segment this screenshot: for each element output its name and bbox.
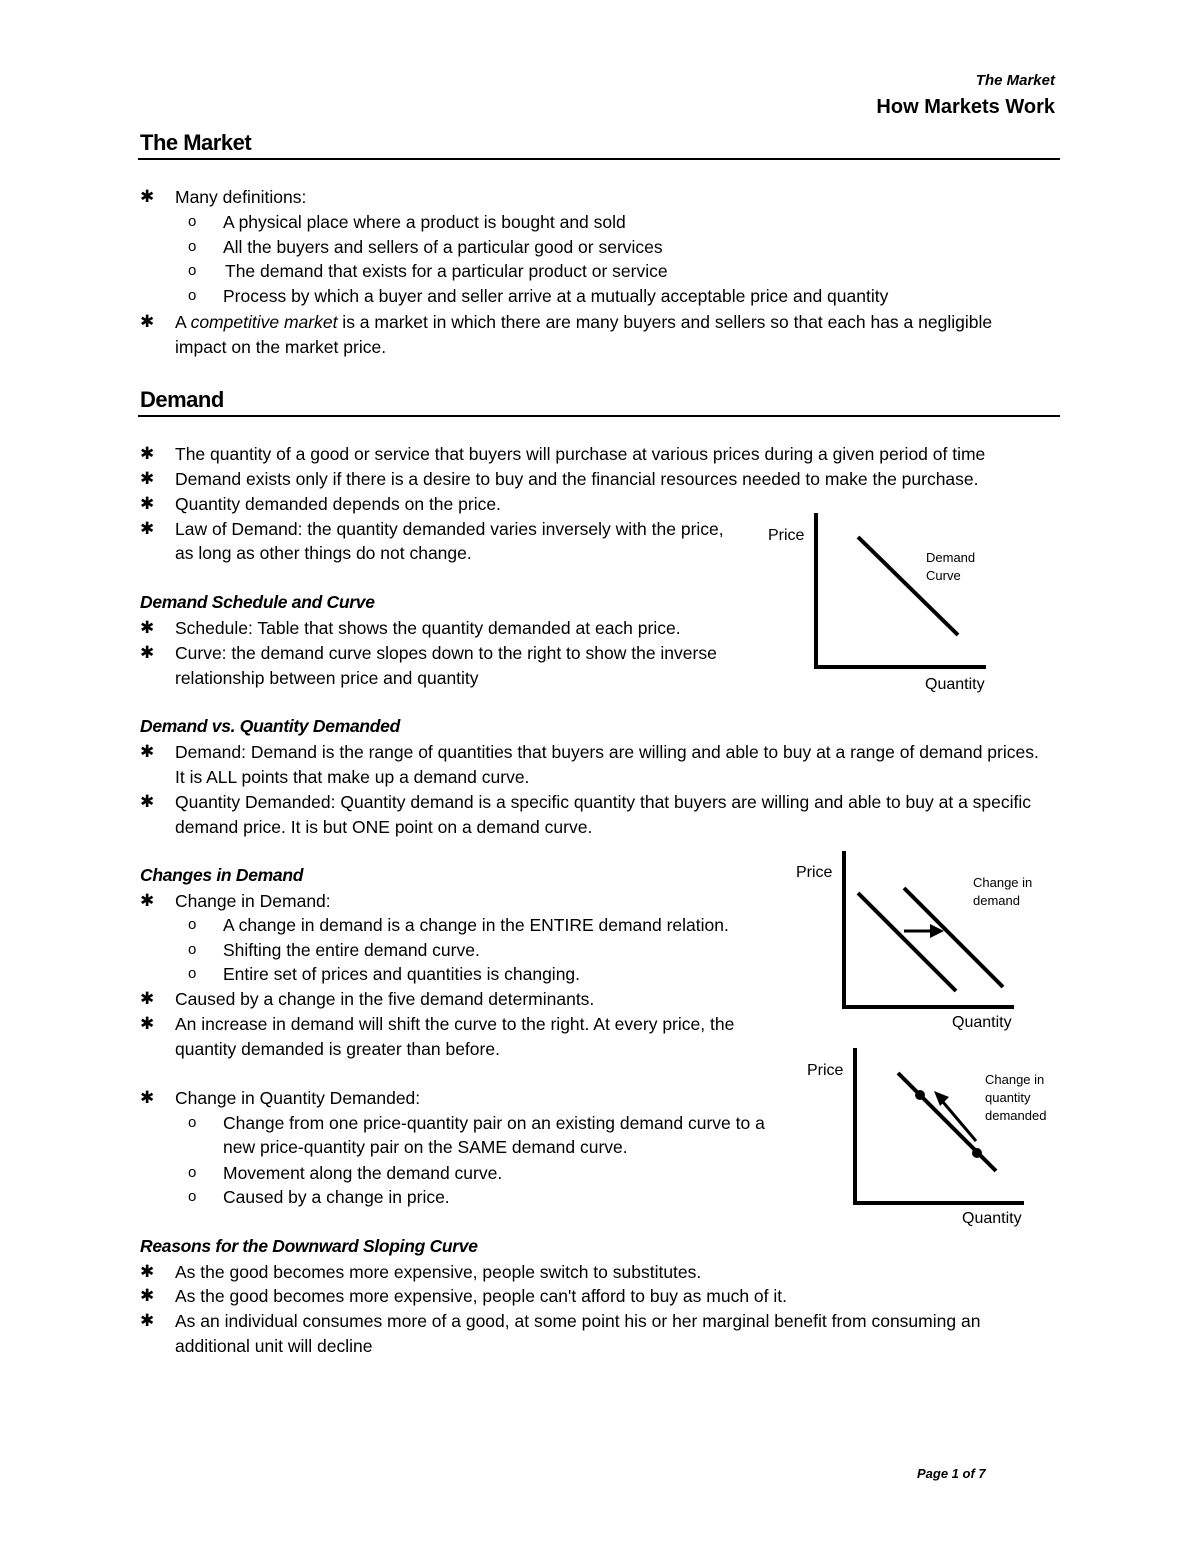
- italic-term: competitive market: [190, 312, 338, 332]
- bullet-text-cont: impact on the market price.: [175, 337, 387, 357]
- page-number: Page 1 of 7: [917, 1466, 986, 1481]
- graph-note-line2: demand: [973, 893, 1020, 908]
- bullet-text-cont: quantity demanded is greater than before.: [175, 1039, 500, 1059]
- bullet-icon: ✱: [140, 643, 155, 662]
- sub-bullet-text: Caused by a change in price.: [223, 1187, 450, 1207]
- sub-bullet-text: A physical place where a product is bought and sold: [223, 212, 626, 232]
- text-run: is a market in which there are many buyers and sellers so that each has a negligible: [337, 312, 993, 332]
- section-rule: [138, 415, 1060, 417]
- curve-label-line2: Curve: [926, 568, 961, 583]
- text-run: A: [175, 312, 191, 332]
- bullet-text: Schedule: Table that shows the quantity demanded at each price.: [175, 618, 681, 638]
- x-axis-label: Quantity: [952, 1014, 1012, 1031]
- running-header-title: How Markets Work: [876, 96, 1055, 118]
- circle-bullet-icon: o: [188, 1164, 197, 1181]
- bullet-text: [175, 310, 992, 334]
- bullet-icon: ✱: [140, 618, 155, 637]
- bullet-text: As an individual consumes more of a good, at some point his or her marginal benefit from consuming an: [175, 1311, 981, 1331]
- bullet-text-cont: additional unit will decline: [175, 1336, 373, 1356]
- sub-bullet-text-cont: new price-quantity pair on the SAME demand curve.: [223, 1137, 628, 1157]
- bullet-text: Demand exists only if there is a desire to buy and the financial resources needed to make the purchase.: [175, 469, 979, 489]
- sub-bullet-text: All the buyers and sellers of a particular good or services: [223, 237, 663, 257]
- bullet-text: As the good becomes more expensive, people switch to substitutes.: [175, 1262, 702, 1282]
- bullet-icon: ✱: [140, 494, 155, 513]
- section-title-demand: Demand: [140, 387, 224, 412]
- original-demand-line: [858, 893, 956, 991]
- section-title-market: The Market: [140, 130, 252, 155]
- graph-note-line3: demanded: [985, 1108, 1047, 1123]
- subsection-title-schedule: Demand Schedule and Curve: [140, 592, 375, 612]
- bullet-text: Change in Quantity Demanded:: [175, 1088, 421, 1108]
- sub-bullet-text: Process by which a buyer and seller arrive at a mutually acceptable price and quantity: [223, 286, 889, 306]
- curve-label-line1: Demand: [926, 550, 976, 565]
- bullet-icon: ✱: [140, 1014, 155, 1033]
- bullet-icon: ✱: [140, 519, 155, 538]
- y-axis-label: Price: [796, 864, 833, 881]
- bullet-icon: ✱: [140, 891, 155, 910]
- bullet-text: Law of Demand: the quantity demanded varies inversely with the price,: [175, 519, 724, 539]
- sub-bullet-text: The demand that exists for a particular product or service: [225, 261, 668, 281]
- sub-bullet-text: Change from one price-quantity pair on an existing demand curve to a: [223, 1113, 765, 1133]
- sub-bullet-text: A change in demand is a change in the ENTIRE demand relation.: [223, 915, 729, 935]
- bullet-icon: ✱: [140, 792, 155, 811]
- x-axis-label: Quantity: [925, 676, 985, 693]
- circle-bullet-icon: o: [188, 916, 197, 933]
- sub-bullet-text: Entire set of prices and quantities is changing.: [223, 964, 581, 984]
- circle-bullet-icon: o: [188, 1114, 197, 1131]
- bullet-text: Many definitions:: [175, 187, 307, 207]
- running-header-subtitle: The Market: [975, 72, 1055, 89]
- sub-bullet-text: Movement along the demand curve.: [223, 1163, 503, 1183]
- subsection-title-changes: Changes in Demand: [140, 865, 304, 885]
- circle-bullet-icon: o: [188, 1188, 197, 1205]
- bullet-text: Curve: the demand curve slopes down to the right to show the inverse: [175, 643, 717, 663]
- sub-bullet-text: Shifting the entire demand curve.: [223, 940, 480, 960]
- bullet-icon: ✱: [140, 1088, 155, 1107]
- bullet-icon: ✱: [140, 989, 155, 1008]
- bullet-text-cont: demand price. It is but ONE point on a demand curve.: [175, 817, 593, 837]
- bullet-icon: ✱: [140, 469, 155, 488]
- bullet-text: The quantity of a good or service that buyers will purchase at various prices during a given period of time: [175, 444, 986, 464]
- circle-bullet-icon: o: [188, 213, 197, 230]
- y-axis-label: Price: [807, 1062, 844, 1079]
- bullet-icon: ✱: [140, 444, 155, 463]
- circle-bullet-icon: o: [188, 941, 197, 958]
- point-lower: [972, 1148, 982, 1158]
- bullet-text-cont: as long as other things do not change.: [175, 543, 472, 563]
- bullet-text: As the good becomes more expensive, people can't afford to buy as much of it.: [175, 1286, 787, 1306]
- movement-arrow-head: [934, 1091, 949, 1106]
- graph-note-line1: Change in: [985, 1072, 1045, 1087]
- bullet-text: Change in Demand:: [175, 891, 331, 911]
- x-axis-label: Quantity: [962, 1210, 1022, 1227]
- circle-bullet-icon: o: [188, 965, 197, 982]
- graph-note-line1: Change in: [973, 875, 1033, 890]
- circle-bullet-icon: o: [188, 238, 197, 255]
- bullet-icon: ✱: [140, 1311, 155, 1330]
- circle-bullet-icon: o: [188, 262, 197, 279]
- section-rule: [138, 158, 1060, 160]
- point-upper: [915, 1090, 925, 1100]
- bullet-icon: ✱: [140, 1286, 155, 1305]
- demand-line: [898, 1073, 996, 1171]
- bullet-icon: ✱: [140, 742, 155, 761]
- subsection-title-vs: Demand vs. Quantity Demanded: [140, 716, 400, 736]
- bullet-icon: ✱: [140, 312, 155, 331]
- bullet-text: An increase in demand will shift the curve to the right. At every price, the: [175, 1014, 735, 1034]
- bullet-icon: ✱: [140, 187, 155, 206]
- bullet-text: Caused by a change in the five demand determinants.: [175, 989, 595, 1009]
- graph-note-line2: quantity: [985, 1090, 1031, 1105]
- bullet-text-cont: It is ALL points that make up a demand curve.: [175, 767, 530, 787]
- bullet-text-cont: relationship between price and quantity: [175, 668, 479, 688]
- bullet-text: Demand: Demand is the range of quantities that buyers are willing and able to buy at a range of demand prices.: [175, 742, 1039, 762]
- subsection-title-reasons: Reasons for the Downward Sloping Curve: [140, 1236, 478, 1256]
- circle-bullet-icon: o: [188, 287, 197, 304]
- y-axis-label: Price: [768, 527, 805, 544]
- bullet-text: Quantity Demanded: Quantity demand is a specific quantity that buyers are willing and able to buy at a specific: [175, 792, 1032, 812]
- bullet-icon: ✱: [140, 1262, 155, 1281]
- bullet-text: Quantity demanded depends on the price.: [175, 494, 501, 514]
